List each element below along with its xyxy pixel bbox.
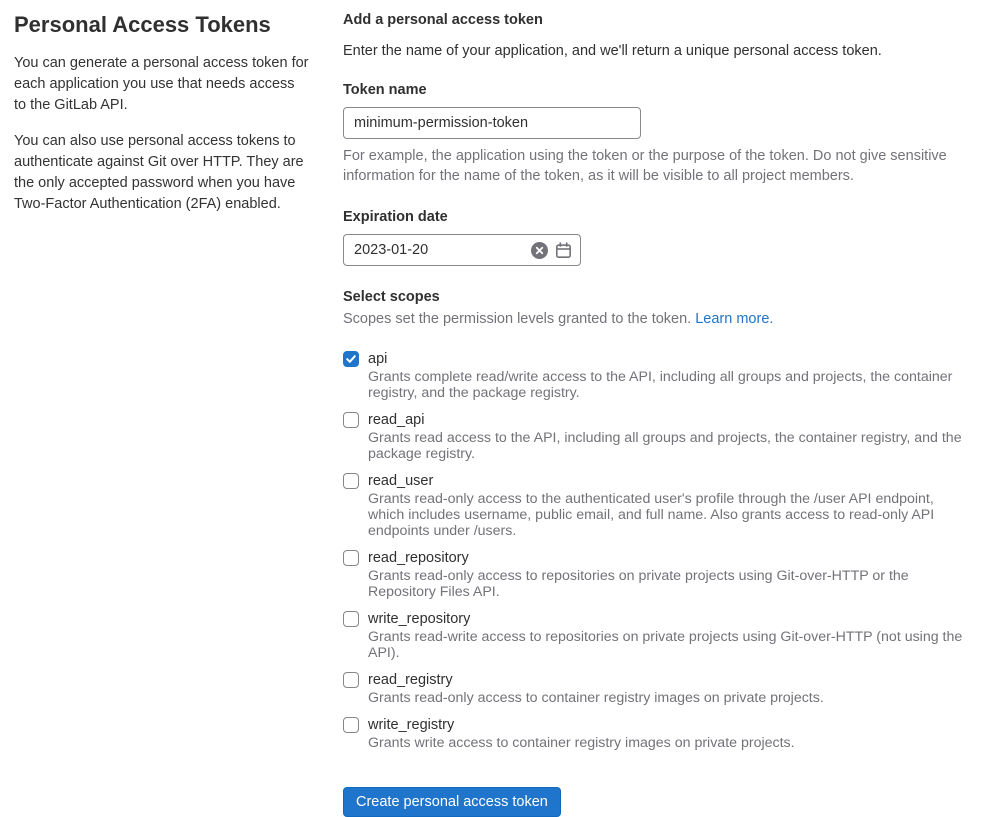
scopes-help-text: Scopes set the permission levels granted to the token. xyxy=(343,311,692,327)
scope-row xyxy=(343,609,963,661)
page-title: Personal Access Tokens xyxy=(14,12,271,37)
expiration-date-label: Expiration date xyxy=(343,209,448,225)
scopes-help xyxy=(343,311,963,327)
scope-body xyxy=(368,349,963,401)
scope-description: Grants read access to the API, including all groups and projects, the container registry, and the package registry. xyxy=(368,430,962,462)
scope-label[interactable]: read_user xyxy=(368,473,434,489)
scope-row xyxy=(343,349,963,401)
scope-description: Grants read-only access to container registry images on private projects. xyxy=(368,690,824,706)
scope-label[interactable]: read_registry xyxy=(368,672,453,688)
scope-description: Grants read-only access to the authenticated user's profile through the /user API endpoint, which includes username, public email, and full name. Also grants access to read-only API endpoints under /users. xyxy=(368,491,935,539)
scope-body xyxy=(368,410,963,462)
section-description-paragraph-2: You can also use personal access tokens to authenticate against Git over HTTP. They are the only accepted password when you have Two-Factor Authentication (2FA) enabled. xyxy=(14,133,304,213)
scope-checkbox-read_repository[interactable] xyxy=(343,550,359,566)
section-description xyxy=(14,10,330,817)
scope-label[interactable]: write_registry xyxy=(368,717,455,733)
scope-label[interactable]: api xyxy=(368,351,388,367)
scope-row xyxy=(343,471,963,539)
scope-checkbox-read_user[interactable] xyxy=(343,473,359,489)
scope-checkbox-write_repository[interactable] xyxy=(343,611,359,627)
clear-icon[interactable] xyxy=(531,242,548,259)
scope-checkbox-api[interactable] xyxy=(343,351,359,367)
scope-label[interactable]: read_api xyxy=(368,412,425,428)
date-input-icons xyxy=(531,234,581,266)
add-token-form xyxy=(343,10,963,817)
select-scopes-label: Select scopes xyxy=(343,289,440,305)
scope-body xyxy=(368,471,963,539)
scope-description: Grants read-write access to repositories on private projects using Git-over-HTTP (not using the API). xyxy=(368,629,963,661)
scope-checkbox-read_registry[interactable] xyxy=(343,672,359,688)
scope-row xyxy=(343,548,963,600)
create-token-button[interactable]: Create personal access token xyxy=(343,787,561,817)
scope-body xyxy=(368,670,824,706)
token-name-help: For example, the application using the token or the purpose of the token. Do not give sensitive information for the name of the token, as it will be visible to all project members. xyxy=(343,148,947,184)
scope-description: Grants read-only access to repositories on private projects using Git-over-HTTP or the Repository Files API. xyxy=(368,568,909,600)
expiration-date-field xyxy=(343,234,581,266)
scope-row xyxy=(343,670,963,706)
scope-label[interactable]: read_repository xyxy=(368,550,469,566)
scope-body xyxy=(368,548,963,600)
scope-checkbox-write_registry[interactable] xyxy=(343,717,359,733)
token-name-label: Token name xyxy=(343,82,427,98)
scope-row xyxy=(343,715,963,751)
token-name-input[interactable] xyxy=(343,107,641,139)
form-subheading: Enter the name of your application, and we'll return a unique personal access token. xyxy=(343,43,882,59)
scope-description: Grants complete read/write access to the API, including all groups and projects, the container registry, and the package registry. xyxy=(368,369,953,401)
scope-body xyxy=(368,609,963,661)
scope-label[interactable]: write_repository xyxy=(368,611,471,627)
scope-description: Grants write access to container registry images on private projects. xyxy=(368,735,795,751)
section-description-paragraph-1: You can generate a personal access token for each application you use that needs access to the GitLab API. xyxy=(14,55,309,114)
calendar-icon[interactable] xyxy=(555,242,572,259)
learn-more-link[interactable]: Learn more. xyxy=(695,311,774,327)
form-heading: Add a personal access token xyxy=(343,12,543,28)
check-icon xyxy=(345,353,357,365)
scopes-list xyxy=(343,349,963,751)
scope-row xyxy=(343,410,963,462)
scope-checkbox-read_api[interactable] xyxy=(343,412,359,428)
scope-body xyxy=(368,715,795,751)
